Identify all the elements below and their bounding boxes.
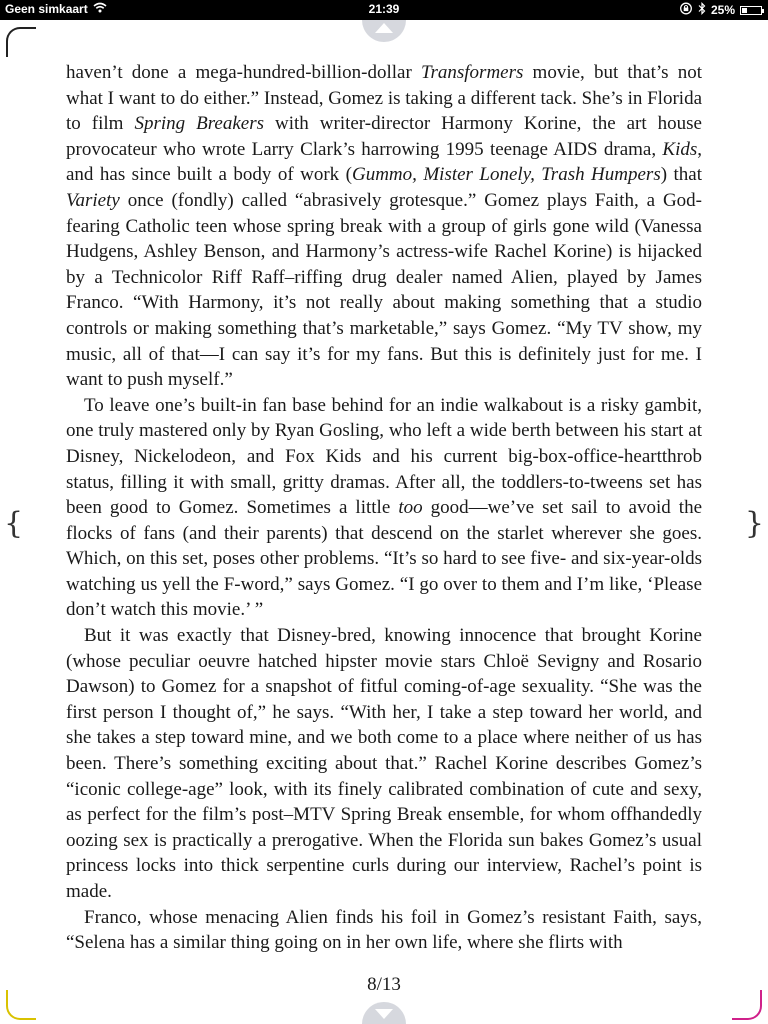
page-indicator: 8/13 (367, 974, 401, 995)
paragraph (66, 393, 702, 623)
text-run: Franco, whose menacing Alien finds his foil in Gomez’s resistant Faith, says, “Selena has a similar thing going on in her own life, where she flirts with (66, 906, 702, 954)
next-page-button[interactable]: } (744, 506, 764, 541)
text-run: movie, but that’s not what I want to do either.” Instead, Gomez is taking a different tack. She’s in Florida to film (66, 62, 702, 135)
italic-text: Variety (66, 189, 120, 211)
status-bar (0, 0, 768, 20)
status-right (679, 2, 762, 18)
text-run: haven’t done a mega-hundred-billion-dollar (66, 62, 421, 83)
corner-top-left (6, 27, 36, 57)
prev-page-button[interactable]: { (4, 506, 24, 541)
text-run: To leave one’s built-in fan base behind for an indie walkabout is a risky gambit, one truly mastered only by Ryan Gosling, who left a wide berth between his start at Disney, Nickelodeon, and Fox Kids and his current big-box-office-heartthrob status, filling it with small, gritty dramas. After all, the toddlers-to-tweens set has been good to Gomez. Sometimes a little (66, 394, 702, 519)
lock-rotation-icon (679, 2, 693, 18)
italic-text: too (398, 497, 423, 519)
scroll-up-button[interactable] (362, 20, 406, 42)
text-run: once (fondly) called “abrasively grotesque.” Gomez plays Faith, a God-fearing Catholic teen whose spring break with a group of girls gone wild (Vanessa Hudgens, Ashley Benson, and Harmony’s actress-wife Rachel Korine) is hijacked by a Technicolor Riff Raff–riffing drug dealer named Alien, played by James Franco. “With Harmony, it’s not really about making something that a studio controls or making something that’s marketable,” says Gomez. “My TV show, my music, all of that—I can say it’s for my fans. But this is definitely just for me. I want to push myself.” (66, 189, 702, 391)
bluetooth-icon (698, 2, 706, 18)
italic-text: Kids (662, 138, 698, 160)
book-page[interactable] (0, 20, 768, 1024)
text-run: ) that (660, 164, 702, 186)
carrier-label: Geen simkaart (5, 2, 88, 16)
battery-icon (740, 6, 762, 15)
status-time: 21:39 (368, 2, 400, 16)
paragraph (66, 905, 702, 956)
paragraph (66, 60, 702, 393)
text-run: But it was exactly that Disney-bred, knowing innocence that brought Korine (whose peculiar oeuvre hatched hipster movie stars Chloë Sevigny and Rosario Dawson) to Gomez for a snapshot of fitful coming-of-age sexuality. “She was the first person I thought of,” he says. “With her, I take a step toward her world, and she takes a step toward mine, and we both come to a place where neither of us has been. There’s something exciting about that.” Rachel Korine describes Gomez’s “iconic college-age” look, with its finely calibrated combination of cute and sexy, as perfect for the film’s post–MTV Spring Break ensemble, for whom offhandedly oozing sex is practically a prerogative. When the Florida sun bakes Gomez’s usual princess locks into thick serpentine curls during our interview, Rachel’s point is made. (66, 625, 702, 902)
scroll-down-icon (374, 1008, 394, 1020)
battery-percent: 25% (710, 3, 735, 17)
article-text (66, 60, 702, 956)
scroll-up-icon (374, 22, 394, 34)
text-run: good—we’ve set sail to avoid the flocks of fans (and their parents) that descend on the starlet wherever she goes. Which, on this set, poses other problems. “It’s so hard to see five- and six-year-olds watching us yell the F-word,” says Gomez. “I go over to them and I’m like, ‘Please don’t watch this movie.’ ” (66, 497, 702, 621)
text-run: with writer-director Harmony Korine, the art house provocateur who wrote Larry Clark’s harrowing 1995 teenage AIDS drama, (66, 113, 702, 160)
italic-text: Spring Breakers (134, 113, 264, 135)
paragraph (66, 623, 702, 905)
scroll-down-button[interactable] (362, 1002, 406, 1024)
text-run: , and has since built a body of work ( (66, 138, 702, 186)
italic-text: Transformers (420, 62, 524, 83)
italic-text: Gummo, Mister Lonely, Trash Humpers (351, 164, 661, 186)
